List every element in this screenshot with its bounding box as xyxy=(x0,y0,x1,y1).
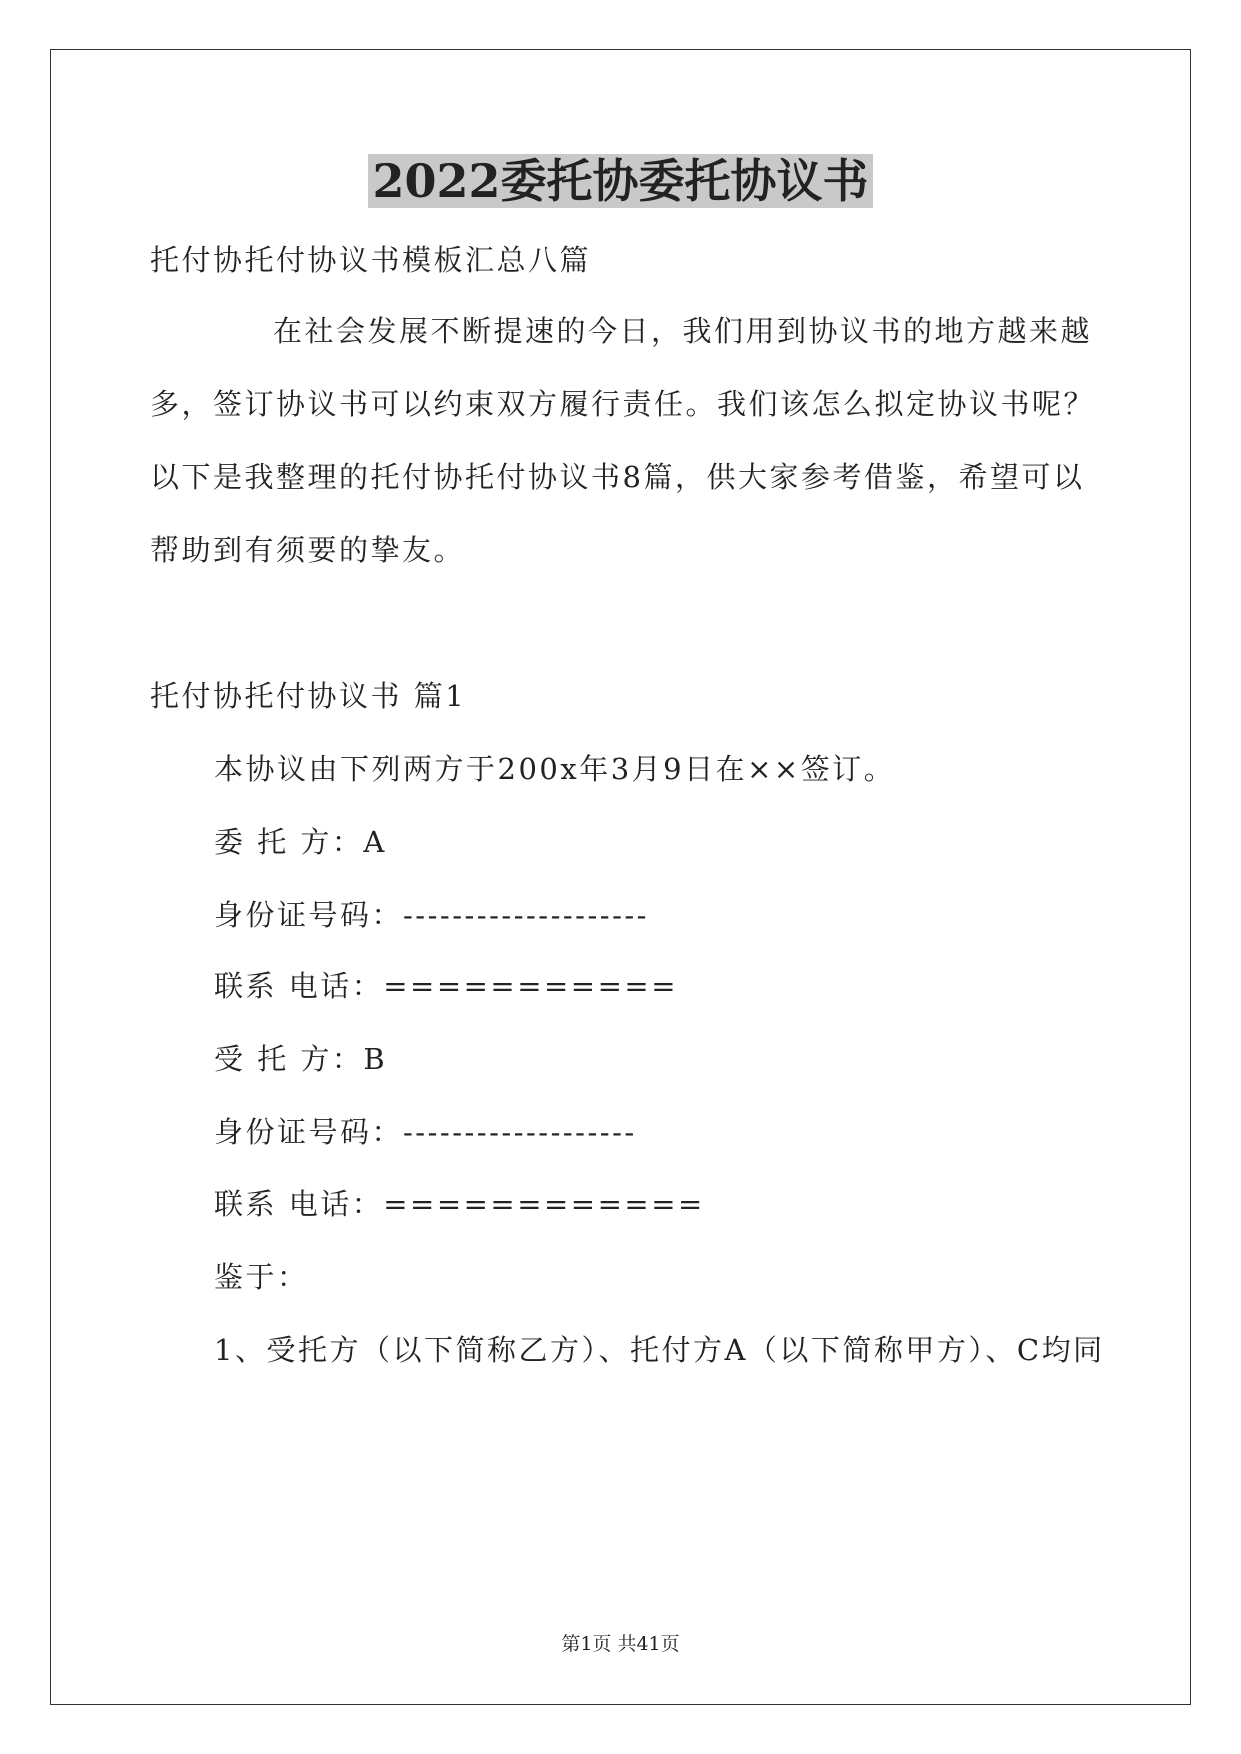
intro-line-4: 帮助到有须要的挚友。 xyxy=(150,533,466,567)
body-line: 身份证号码：-------------------- xyxy=(214,898,649,932)
document-title xyxy=(0,151,1241,211)
page-number-footer: 第1页 共41页 xyxy=(561,1633,680,1655)
body-line: 联系 电话：============ xyxy=(214,1187,705,1221)
body-line: 本协议由下列两方于200x年3月9日在××签订。 xyxy=(214,752,896,786)
page-border xyxy=(50,49,1191,1705)
document-subtitle: 托付协托付协议书模板汇总八篇 xyxy=(150,243,592,277)
intro-line-1: 在社会发展不断提速的今日，我们用到协议书的地方越来越 xyxy=(273,314,1093,348)
intro-line-3: 以下是我整理的托付协托付协议书8篇，供大家参考借鉴，希望可以 xyxy=(150,460,1085,494)
body-line: 1、受托方（以下简称乙方）、托付方A（以下简称甲方）、C均同 xyxy=(214,1333,1105,1367)
body-line: 身份证号码：------------------- xyxy=(214,1115,637,1149)
title-text: 2022委托协委托协议书 xyxy=(368,154,872,208)
body-line: 受 托 方：B xyxy=(214,1042,388,1076)
body-line: 委 托 方：A xyxy=(214,825,387,859)
body-line: 联系 电话：=========== xyxy=(214,969,679,1003)
body-line: 鉴于： xyxy=(214,1260,309,1294)
section-heading: 托付协托付协议书 篇1 xyxy=(150,679,467,713)
intro-line-2: 多，签订协议书可以约束双方履行责任。我们该怎么拟定协议书呢？ xyxy=(150,387,1096,421)
